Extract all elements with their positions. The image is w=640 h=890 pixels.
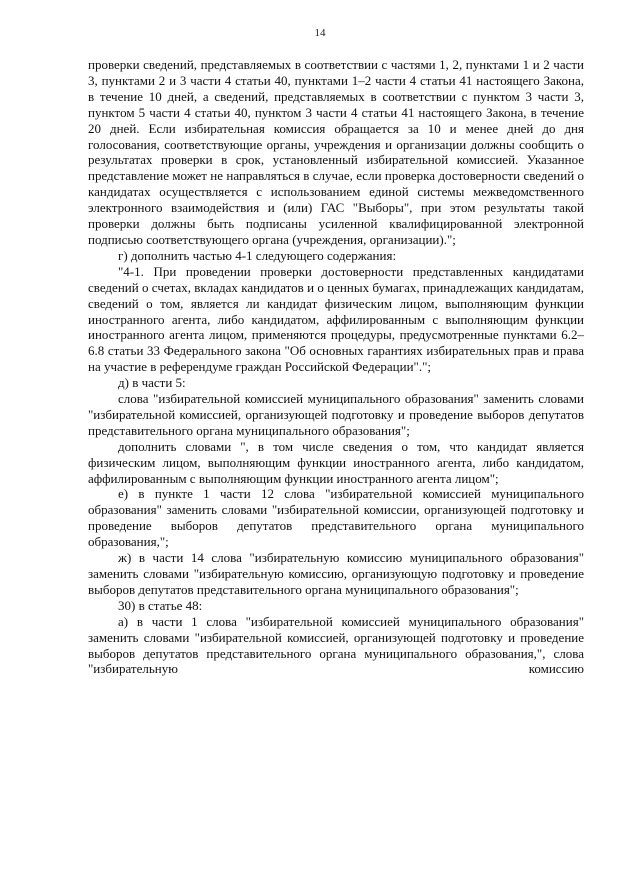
paragraph-item-e: е) в пункте 1 части 12 слова "избирательной комиссией муниципального образования" заменить словами "избирательной комиссии, организующей подготовку и проведение выборов депутатов представительного органа муниципального образования,"; <box>88 486 584 550</box>
paragraph-verification-deadlines: проверки сведений, представляемых в соответствии с частями 1, 2, пунктами 1 и 2 части 3, пунктами 2 и 3 части 4 статьи 40, пунктами 1–2 части 4 статьи 41 настоящего Закона, в течение 10 дней, а сведений, представляемых в соответствии с пунктом 3 части 3, пунктом 5 части 4 статьи 40, пунктом 3 части 4 статьи 41 настоящего Закона, в течение 20 дней. Если избирательная комиссия обращается за 10 и менее дней до дня голосования, соответствующие органы, учреждения и организации должны сообщить о результатах проверки в срок, установленный избирательной комиссией. Указанное представление может не направляться в случае, если проверка достоверности сведений о кандидатах осуществляется с использованием единой системы межведомственного электронного взаимодействия и (или) ГАС "Выборы", при этом результаты такой проверки должны быть подписаны усиленной квалифицированной электронной подписью соответствующего органа (учреждения, организации)."; <box>88 57 584 247</box>
paragraph-words-replace-1: слова "избирательной комиссией муниципального образования" заменить словами "избирательной комиссией, организующей подготовку и проведение выборов депутатов представительного органа муниципального образования"; <box>88 391 584 438</box>
page-number: 14 <box>314 27 326 39</box>
paragraph-item-zh: ж) в части 14 слова "избирательную комиссию муниципального образования" заменить словами "избирательную комиссию, организующую подготовку и проведение выборов депутатов представительного органа муниципального образования"; <box>88 550 584 597</box>
paragraph-part-4-1: "4-1. При проведении проверки достоверности представленных кандидатами сведений о счетах, вкладах кандидатов и о ценных бумагах, принадлежащих кандидатам, сведений о том, является ли кандидат физическим лицом, выполняющим функции иностранного агента, либо кандидатом, аффилированным с выполняющим функции иностранного агента лицом, применяются процедуры, предусмотренные пунктами 6.2– 6.8 статьи 33 Федерального закона "Об основных гарантиях избирательных прав и права на участие в референдуме граждан Российской Федерации"."; <box>88 263 584 375</box>
paragraph-item-a: а) в части 1 слова "избирательной комиссией муниципального образования" заменить словами "избирательной комиссией, организующей подготовку и проведение выборов депутатов представительного органа муниципального образования,", слова "избирательную комиссию <box>88 613 584 677</box>
paragraph-add-words: дополнить словами ", в том числе сведения о том, что кандидат является физическим лицом, выполняющим функции иностранного агента, либо кандидатом, аффилированным с выполняющим функции иностранного агента лицом"; <box>88 438 584 486</box>
paragraph-item-g: г) дополнить частью 4-1 следующего содержания: <box>118 247 397 263</box>
paragraph-item-30: 30) в статье 48: <box>118 597 203 613</box>
document-body <box>88 57 584 677</box>
paragraph-item-d: д) в части 5: <box>118 375 186 391</box>
